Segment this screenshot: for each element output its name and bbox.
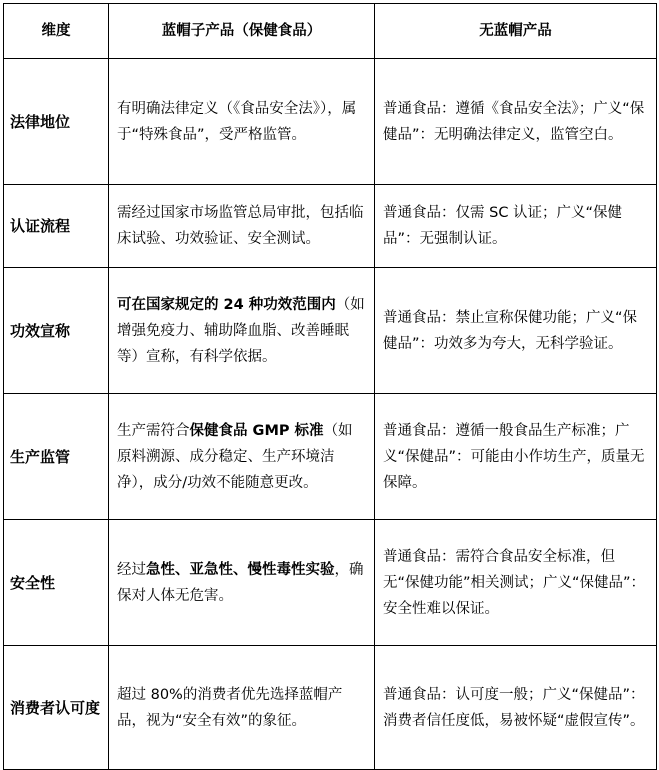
- blue-hat-text: [117, 557, 366, 609]
- row-noblue-cell: [374, 519, 657, 646]
- blue-hat-text: [117, 682, 366, 734]
- row-blue-cell: [108, 184, 375, 268]
- row-dimension: [3, 519, 109, 646]
- row-noblue-cell: [374, 645, 657, 770]
- cell-text: 普通食品：需符合食品安全标准，但无“保健功能”相关测试；广义“保健品”：安全性难以保证。: [383, 548, 646, 617]
- blue-hat-text: [117, 200, 366, 252]
- no-blue-hat-text: [383, 96, 648, 148]
- cell-text: 有明确法律定义（《食品安全法》），属于“特殊食品”，受严格监管。: [117, 100, 357, 143]
- cell-text: 经过: [117, 561, 146, 578]
- row-dimension: [3, 184, 109, 268]
- dimension-label: 安全性: [10, 573, 56, 592]
- row-noblue-cell: [374, 267, 657, 394]
- no-blue-hat-text: [383, 544, 648, 622]
- no-blue-hat-text: [383, 418, 648, 496]
- row-dimension: [3, 393, 109, 520]
- dimension-label: 认证流程: [10, 217, 71, 235]
- header-dimension: [3, 3, 109, 59]
- emphasis-text: 保健食品 GMP 标准: [189, 422, 324, 439]
- dimension-label: 功效宣称: [10, 321, 71, 340]
- header-no-blue-hat: [374, 3, 657, 59]
- cell-text: 超过 80%的消费者优先选择蓝帽产品，视为“安全有效”的象征。: [117, 686, 343, 729]
- blue-hat-text: [117, 418, 366, 496]
- row-blue-cell: [108, 519, 375, 646]
- cell-text: ，确保对人体无危害。: [117, 561, 364, 604]
- cell-text: 普通食品：遵循《食品安全法》；广义“保健品”：无明确法律定义，监管空白。: [383, 100, 645, 143]
- cell-text: 普通食品：禁止宣称保健功能；广义“保健品”：功效多为夸大，无科学验证。: [383, 309, 638, 352]
- header-blue-hat: [108, 3, 375, 59]
- row-dimension: [3, 267, 109, 394]
- row-noblue-cell: [374, 184, 657, 268]
- header-no-blue-hat-label: 无蓝帽产品: [479, 23, 552, 39]
- row-noblue-cell: [374, 58, 657, 185]
- cell-text: （如增强免疫力、辅助降血脂、改善睡眠等）宣称，有科学依据。: [117, 296, 365, 365]
- no-blue-hat-text: [383, 305, 648, 357]
- cell-text: 需经过国家市场监管总局审批，包括临床试验、功效验证、安全测试。: [117, 205, 364, 247]
- cell-text: 生产需符合: [117, 422, 190, 439]
- cell-text: 普通食品：遵循一般食品生产标准；广义“保健品”：可能由小作坊生产，质量无保障。: [383, 422, 645, 491]
- header-dimension-label: 维度: [41, 23, 71, 39]
- header-blue-hat-label: 蓝帽子产品（保健食品）: [161, 23, 322, 39]
- row-noblue-cell: [374, 393, 657, 520]
- blue-hat-text: [117, 292, 366, 370]
- dimension-label: 生产监管: [10, 447, 71, 466]
- emphasis-text: 急性、亚急性、慢性毒性实验: [146, 561, 335, 578]
- row-dimension: [3, 645, 109, 770]
- cell-text: 普通食品：仅需 SC 认证；广义“保健品”：无强制认证。: [383, 205, 623, 247]
- no-blue-hat-text: [383, 200, 648, 252]
- cell-text: 普通食品：认可度一般；广义“保健品”：消费者信任度低，易被怀疑“虚假宣传”。: [383, 686, 645, 729]
- dimension-label: 法律地位: [10, 112, 71, 131]
- row-dimension: [3, 58, 109, 185]
- emphasis-text: 可在国家规定的 24 种功效范围内: [117, 296, 336, 313]
- no-blue-hat-text: [383, 682, 648, 734]
- row-blue-cell: [108, 267, 375, 394]
- row-blue-cell: [108, 58, 375, 185]
- row-blue-cell: [108, 393, 375, 520]
- dimension-label: 消费者认可度: [10, 698, 101, 717]
- cell-text: （如原料溯源、成分稳定、生产环境洁净），成分/功效不能随意更改。: [117, 422, 353, 491]
- row-blue-cell: [108, 645, 375, 770]
- blue-hat-text: [117, 96, 366, 148]
